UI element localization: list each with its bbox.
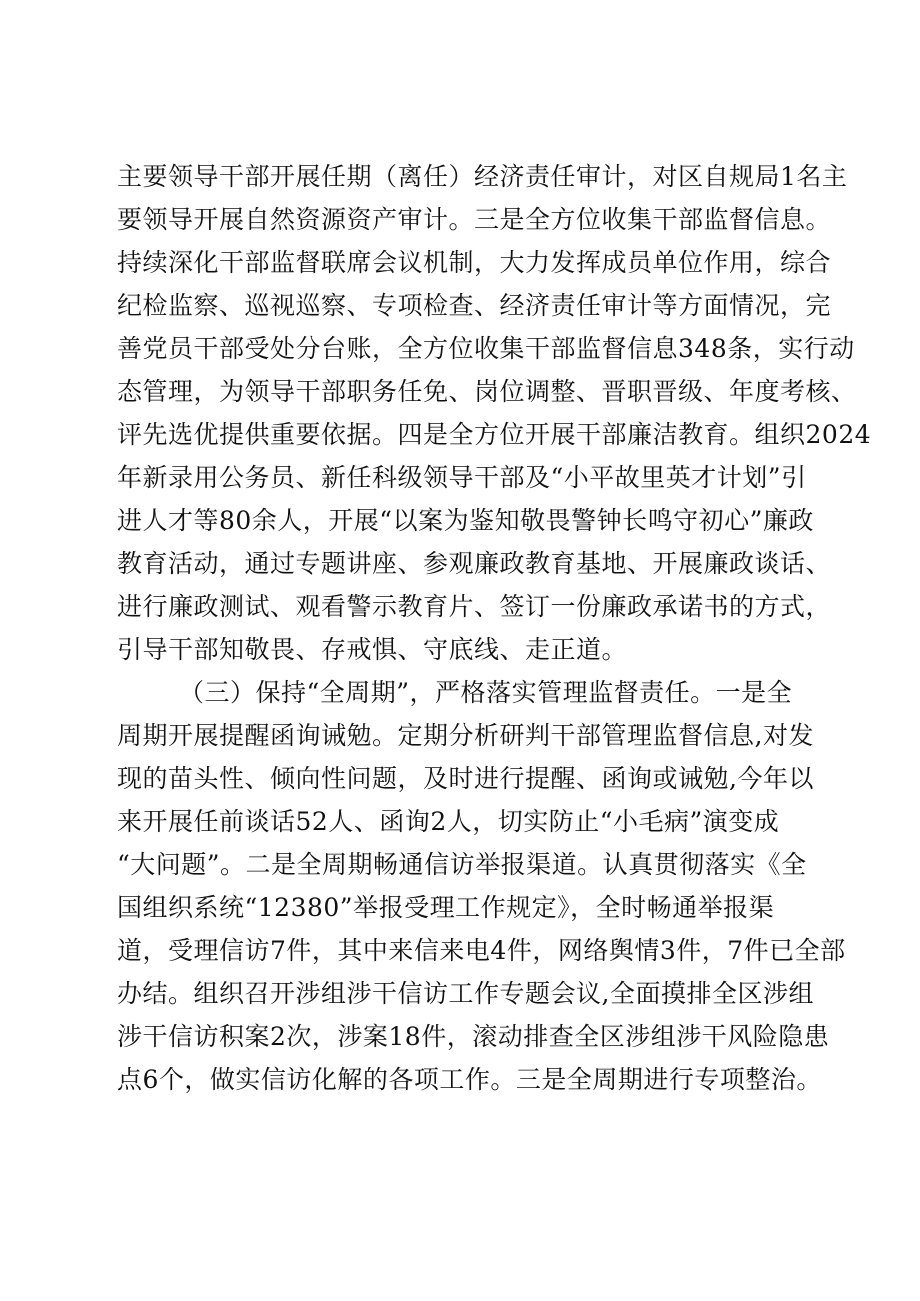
text-line: 年新录用公务员、新任科级领导干部及“小平故里英才计划”引 bbox=[117, 463, 807, 492]
section-heading-line: （三）保持“全周期”，严格落实管理监督责任。一是全 bbox=[179, 678, 793, 707]
text-line: 周期开展提醒函询诫勉。定期分析研判干部管理监督信息,对发 bbox=[117, 721, 814, 750]
text-line: 要领导开展自然资源资产审计。三是全方位收集干部监督信息。 bbox=[117, 205, 832, 234]
text-line: 办结。组织召开涉组涉干信访工作专题会议,全面摸排全区涉组 bbox=[117, 979, 814, 1008]
text-line: 纪检监察、巡视巡察、专项检查、经济责任审计等方面情况，完 bbox=[117, 291, 832, 320]
text-line: 评先选优提供重要依据。四是全方位开展干部廉洁教育。组织2024 bbox=[117, 420, 872, 449]
text-line: 进人才等80余人，开展“以案为鉴知敬畏警钟长鸣守初心”廉政 bbox=[117, 506, 814, 535]
text-line: 善党员干部受处分台账，全方位收集干部监督信息348条，实行动 bbox=[117, 334, 855, 363]
text-line: 道，受理信访7件，其中来信来电4件，网络舆情3件，7件已全部 bbox=[117, 936, 846, 965]
text-line: 涉干信访积案2次，涉案18件，滚动排查全区涉组涉干风险隐患 bbox=[117, 1022, 830, 1051]
text-line: 进行廉政测试、观看警示教育片、签订一份廉政承诺书的方式， bbox=[117, 592, 832, 621]
text-line: 点6个，做实信访化解的各项工作。三是全周期进行专项整治。 bbox=[117, 1065, 822, 1094]
text-line: 来开展任前谈话52人、函询2人，切实防止“小毛病”演变成 bbox=[117, 807, 780, 836]
text-line: 主要领导干部开展任期（离任）经济责任审计，对区自规局1名主 bbox=[117, 162, 848, 191]
text-line: 国组织系统“12380”举报受理工作规定》，全时畅通举报渠 bbox=[117, 893, 775, 922]
text-line: 持续深化干部监督联席会议机制，大力发挥成员单位作用，综合 bbox=[117, 248, 832, 277]
text-line: “大问题”。二是全周期畅通信访举报渠道。认真贯彻落实《全 bbox=[117, 850, 807, 879]
body-text bbox=[117, 155, 872, 1101]
text-line: 现的苗头性、倾向性问题，及时进行提醒、函询或诫勉,今年以 bbox=[117, 764, 814, 793]
text-line: 态管理，为领导干部职务任免、岗位调整、晋职晋级、年度考核、 bbox=[117, 377, 857, 406]
text-line: 教育活动，通过专题讲座、参观廉政教育基地、开展廉政谈话、 bbox=[117, 549, 832, 578]
text-line: 引导干部知敬畏、存戒惧、守底线、走正道。 bbox=[117, 635, 628, 664]
